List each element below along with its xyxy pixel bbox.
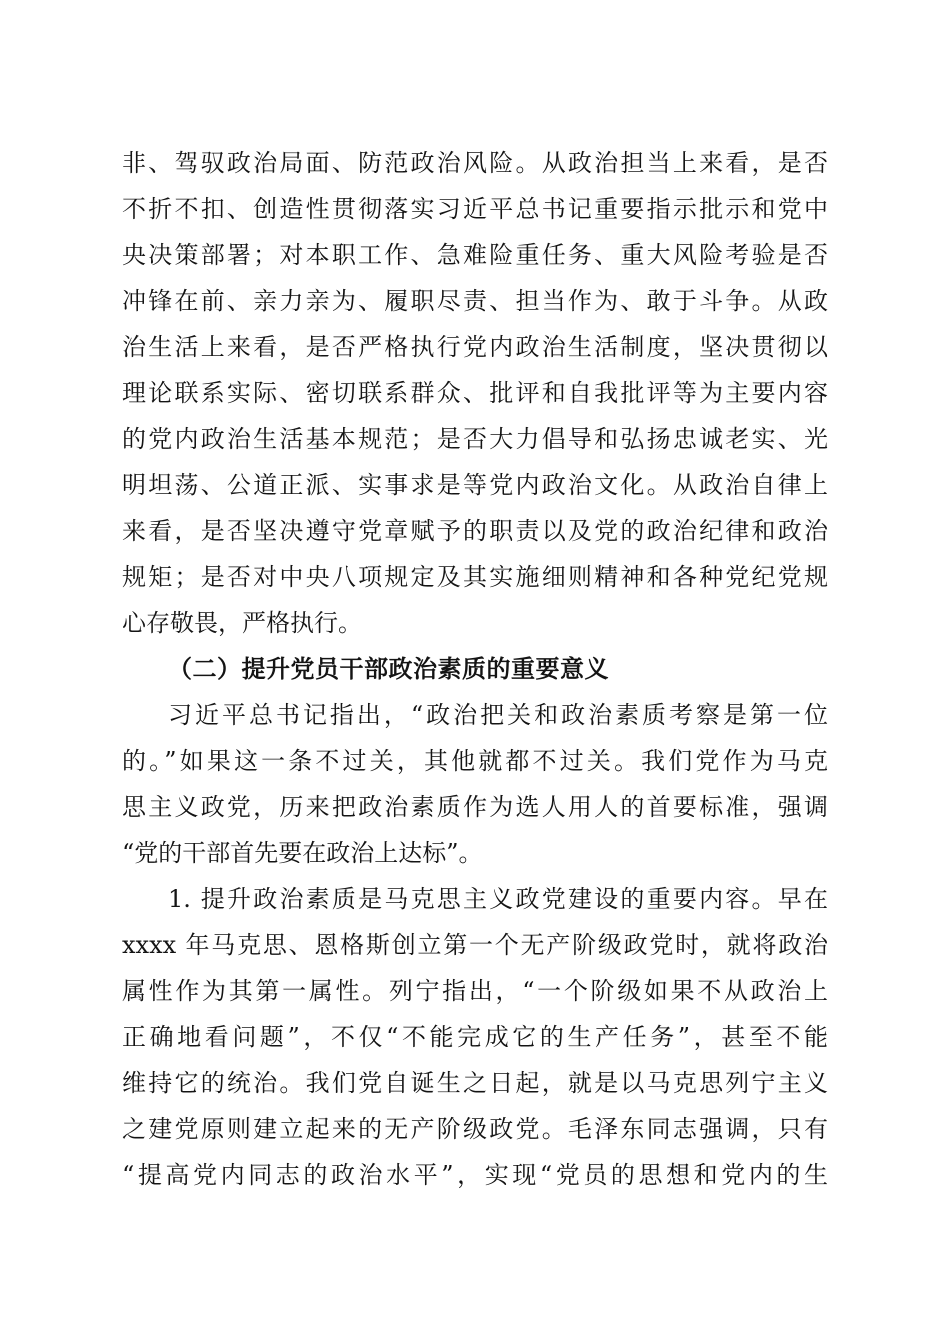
body-text bbox=[122, 140, 828, 1198]
text-line: 之建党原则建立起来的无产阶级政党。毛泽东同志强调，只有 bbox=[122, 1115, 828, 1143]
text-line: 1. 提升政治素质是马克思主义政党建设的重要内容。早在 bbox=[168, 885, 828, 913]
text-line: 心存敬畏，严格执行。 bbox=[122, 609, 362, 637]
section-heading: （二）提升党员干部政治素质的重要意义 bbox=[168, 654, 609, 683]
text-line: 正确地看问题”，不仅“不能完成它的生产任务”，甚至不能 bbox=[122, 1023, 828, 1051]
text-line: xxxx 年马克思、恩格斯创立第一个无产阶级政党时，就将政治 bbox=[122, 931, 828, 959]
text-line: 治生活上来看，是否严格执行党内政治生活制度，坚决贯彻以 bbox=[122, 333, 828, 361]
text-line: 习近平总书记指出，“政治把关和政治素质考察是第一位 bbox=[168, 701, 828, 729]
text-line: 冲锋在前、亲力亲为、履职尽责、担当作为、敢于斗争。从政 bbox=[122, 287, 828, 315]
text-line: 属性作为其第一属性。列宁指出，“一个阶级如果不从政治上 bbox=[122, 977, 828, 1005]
text-line: “提高党内同志的政治水平”，实现“党员的思想和党内的生 bbox=[122, 1161, 828, 1189]
text-line: 央决策部署；对本职工作、急难险重任务、重大风险考验是否 bbox=[122, 241, 828, 269]
text-line: 明坦荡、公道正派、实事求是等党内政治文化。从政治自律上 bbox=[122, 471, 828, 499]
text-line: 不折不扣、创造性贯彻落实习近平总书记重要指示批示和党中 bbox=[122, 195, 828, 223]
text-line: 规矩；是否对中央八项规定及其实施细则精神和各种党纪党规 bbox=[122, 563, 828, 591]
text-line: 非、驾驭政治局面、防范政治风险。从政治担当上来看，是否 bbox=[122, 149, 828, 177]
text-line: 维持它的统治。我们党自诞生之日起，就是以马克思列宁主义 bbox=[122, 1069, 828, 1097]
text-line: “党的干部首先要在政治上达标”。 bbox=[122, 839, 483, 867]
text-line: 的。”如果这一条不过关，其他就都不过关。我们党作为马克 bbox=[122, 747, 828, 775]
text-line: 思主义政党，历来把政治素质作为选人用人的首要标准，强调 bbox=[122, 793, 828, 821]
text-line: 来看，是否坚决遵守党章赋予的职责以及党的政治纪律和政治 bbox=[122, 517, 828, 545]
text-line: 理论联系实际、密切联系群众、批评和自我批评等为主要内容 bbox=[122, 379, 828, 407]
text-line: 的党内政治生活基本规范；是否大力倡导和弘扬忠诚老实、光 bbox=[122, 425, 828, 453]
